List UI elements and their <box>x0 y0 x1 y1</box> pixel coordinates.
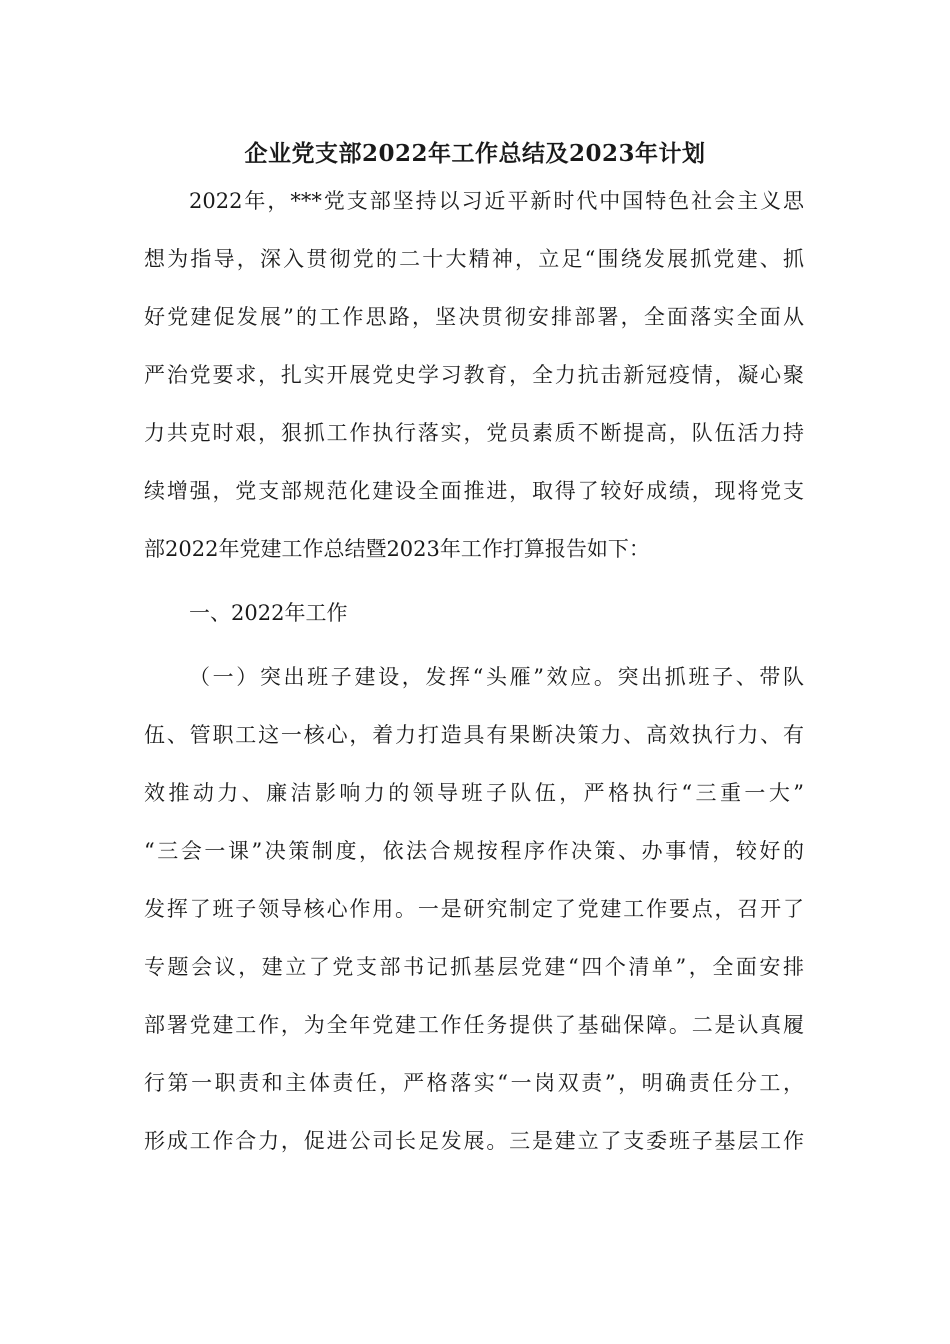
section-one-line-6: 专题会议，建立了党支部书记抓基层党建“四个清单”，全面安排 <box>144 955 804 979</box>
section-one-line-5: 发挥了班子领导核心作用。一是研究制定了党建工作要点，召开了 <box>144 897 804 921</box>
section-one-line-1: （一）突出班子建设，发挥“头雁”效应。突出抓班子、带队 <box>189 665 804 689</box>
intro-line-2: 想为指导，深入贯彻党的二十大精神，立足“围绕发展抓党建、抓 <box>144 247 804 271</box>
section-one-line-9: 形成工作合力，促进公司长足发展。三是建立了支委班子基层工作 <box>144 1129 804 1153</box>
section-one-line-2: 伍、管职工这一核心，着力打造具有果断决策力、高效执行力、有 <box>144 723 804 747</box>
section-one-line-3: 效推动力、廉洁影响力的领导班子队伍，严格执行“三重一大” <box>144 781 804 805</box>
intro-line-1: 2022年，***党支部坚持以习近平新时代中国特色社会主义思 <box>189 189 804 213</box>
intro-line-4: 严治党要求，扎实开展党史学习教育，全力抗击新冠疫情，凝心聚 <box>144 363 804 387</box>
section-one-line-4: “三会一课”决策制度，依法合规按程序作决策、办事情，较好的 <box>144 839 804 863</box>
intro-line-3: 好党建促发展”的工作思路，坚决贯彻安排部署，全面落实全面从 <box>144 305 804 329</box>
document-title: 企业党支部2022年工作总结及2023年计划 <box>244 140 706 167</box>
section-one-line-7: 部署党建工作，为全年党建工作任务提供了基础保障。二是认真履 <box>144 1013 804 1037</box>
intro-line-7: 部2022年党建工作总结暨2023年工作打算报告如下： <box>144 537 650 561</box>
section-one-line-8: 行第一职责和主体责任，严格落实“一岗双责”，明确责任分工， <box>144 1071 804 1095</box>
section-heading: 一、2022年工作 <box>189 601 348 625</box>
intro-line-5: 力共克时艰，狠抓工作执行落实，党员素质不断提高，队伍活力持 <box>144 421 804 445</box>
intro-line-6: 续增强，党支部规范化建设全面推进，取得了较好成绩，现将党支 <box>144 479 804 503</box>
